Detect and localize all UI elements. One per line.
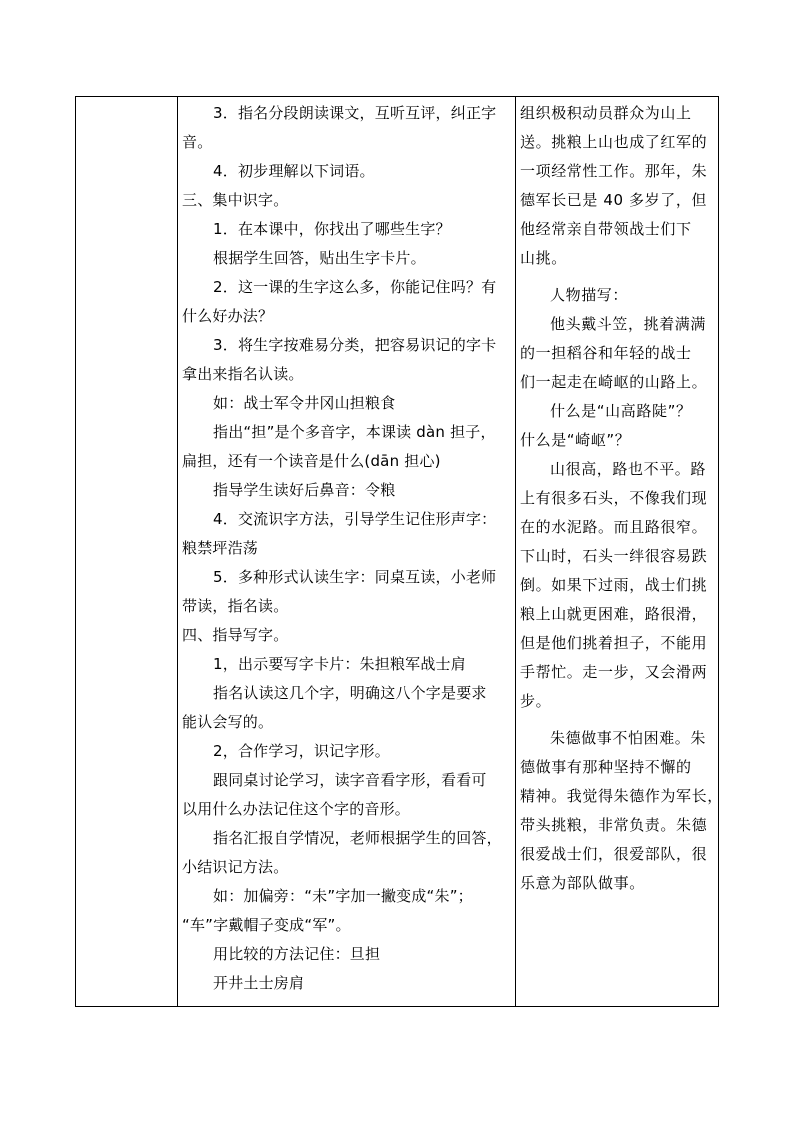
lesson-line: 2，合作学习，识记字形。 [213, 742, 390, 760]
column-divider-left [177, 97, 178, 1006]
note-line: 山挑。 [520, 249, 567, 267]
note-line: 他头戴斗笠，挑着满满 [550, 315, 707, 333]
note-line: 德做事有那种坚持不懈的 [520, 758, 692, 776]
lesson-line: 指出“担”是个多音字，本课读 dàn 担子， [213, 423, 496, 441]
lesson-line: 5．多种形式认读生字：同桌互读，小老师 [213, 568, 497, 586]
note-line: 一项经常性工作。那年，朱 [520, 162, 708, 180]
lesson-line: 小结识记方法。 [182, 858, 289, 876]
lesson-line: 4．交流识字方法，引导学生记住形声字： [213, 510, 497, 528]
note-line: 什么是“山高路陡”？ [550, 402, 692, 420]
lesson-line: 带读，指名读。 [182, 597, 289, 615]
notes-column [520, 99, 723, 898]
lesson-line: 能认会写的。 [182, 713, 274, 731]
note-line: 粮上山就更困难，路很滑， [520, 605, 708, 623]
paragraph-gap [520, 273, 716, 281]
note-line: 组织极积动员群众为山上 [520, 104, 692, 122]
note-line: 上有很多石头，不像我们现 [520, 489, 708, 507]
note-line: 什么是“崎岖”？ [520, 431, 631, 449]
note-line: 乐意为部队做事。 [520, 874, 645, 892]
note-line: 步。 [520, 692, 552, 710]
lesson-line: 指名认读这几个字，明确这八个字是要求 [213, 684, 487, 702]
note-line: 人物描写： [550, 286, 629, 304]
lesson-line: 三、集中识字。 [182, 191, 289, 209]
lesson-line: 粮禁坪浩荡 [182, 539, 259, 557]
lesson-line: 1，出示要写字卡片：朱担粮军战士肩 [213, 655, 466, 673]
lesson-line: 根据学生回答，贴出生字卡片。 [213, 249, 426, 267]
note-line: 他经常亲自带领战士们下 [520, 220, 692, 238]
lesson-line: 什么好办法？ [182, 307, 274, 325]
note-line: 很爱战士们，很爱部队，很 [520, 845, 708, 863]
note-line: 朱德做事不怕困难。朱 [550, 729, 707, 747]
lesson-line: 如：战士军令井冈山担粮食 [213, 394, 396, 412]
note-line: 在的水泥路。而且路很窄。 [520, 518, 708, 536]
lesson-line: 音。 [182, 133, 213, 151]
note-line: 但是他们挑着担子，不能用 [520, 634, 708, 652]
column-divider-right [515, 97, 516, 1006]
note-line: 们一起走在崎岖的山路上。 [520, 373, 708, 391]
lesson-line: 四、指导写字。 [182, 626, 289, 644]
lesson-line: 用比较的方法记住：旦担 [213, 945, 381, 963]
lesson-line: 3．将生字按难易分类，把容易识记的字卡 [213, 336, 497, 354]
teaching-process-column [182, 99, 512, 998]
lesson-line: 指导学生读好后鼻音：令粮 [213, 481, 396, 499]
lesson-line: 拿出来指名认读。 [182, 365, 304, 383]
note-line: 下山时，石头一绊很容易跌 [520, 547, 708, 565]
lesson-line: 1．在本课中，你找出了哪些生字？ [213, 220, 451, 238]
paragraph-gap [520, 716, 716, 724]
lesson-line: 4．初步理解以下词语。 [213, 162, 375, 180]
lesson-line: “车”字戴帽子变成“军”。 [182, 916, 351, 934]
lesson-line: 3．指名分段朗读课文，互听互评，纠正字 [213, 104, 497, 122]
lesson-line: 2．这一课的生字这么多，你能记住吗？有 [213, 278, 497, 296]
note-line: 送。挑粮上山也成了红军的 [520, 133, 708, 151]
lesson-line: 跟同桌讨论学习，读字音看字形，看看可 [213, 771, 487, 789]
lesson-line: 指名汇报自学情况，老师根据学生的回答， [213, 829, 502, 847]
lesson-line: 以用什么办法记住这个字的音形。 [182, 800, 411, 818]
note-line: 精神。我觉得朱德作为军长， [520, 787, 723, 805]
lesson-line: 扁担，还有一个读音是什么(dān 担心) [182, 452, 441, 470]
lesson-line: 如：加偏旁：“未”字加一撇变成“朱”； [213, 887, 473, 905]
lesson-table [75, 96, 723, 1007]
note-line: 手帮忙。走一步，又会滑两 [520, 663, 708, 681]
note-line: 带头挑粮，非常负责。朱德 [520, 816, 708, 834]
note-line: 的一担稻谷和年轻的战士 [520, 344, 692, 362]
note-line: 倒。如果下过雨，战士们挑 [520, 576, 708, 594]
note-line: 山很高，路也不平。路 [550, 460, 707, 478]
lesson-line: 开井土士房肩 [213, 974, 305, 992]
note-line: 德军长已是 40 多岁了，但 [520, 191, 708, 209]
